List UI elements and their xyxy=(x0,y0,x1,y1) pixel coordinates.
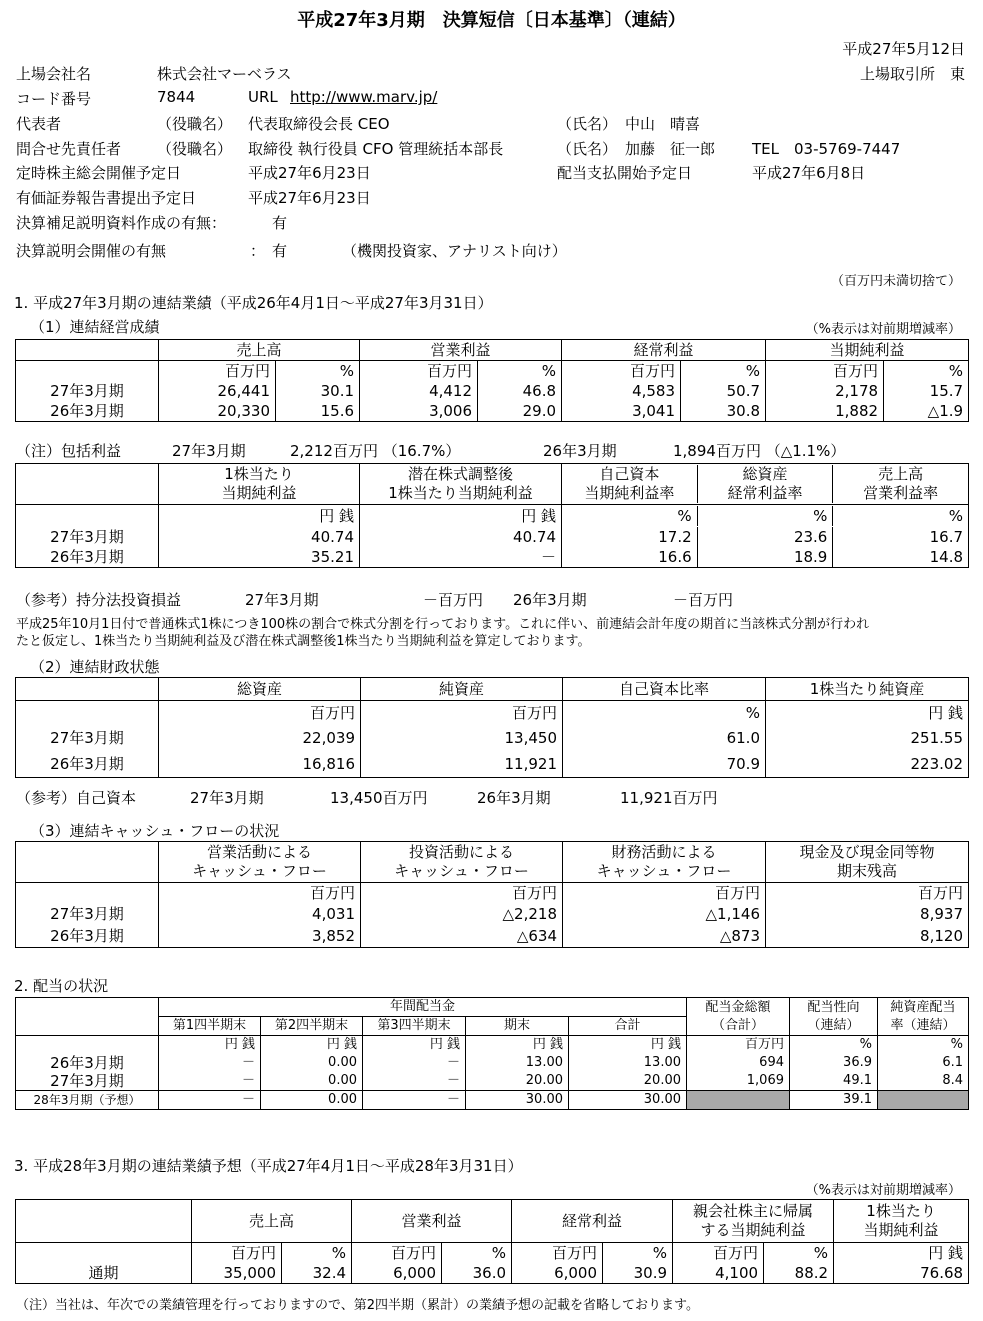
col-payout-ratio: 配当性向 （連結） xyxy=(790,998,878,1036)
contact-name: 加藤 征一郎 xyxy=(625,140,716,158)
exchange: 上場取引所 東 xyxy=(859,65,965,83)
table-row xyxy=(16,903,969,925)
cell: － xyxy=(159,1091,261,1110)
table-row xyxy=(16,547,969,568)
row-label: 26年3月期 xyxy=(16,1054,159,1072)
cell-shaded xyxy=(687,1091,790,1110)
unit: 円 銭 xyxy=(360,505,562,528)
cell: 3,852 xyxy=(159,925,361,948)
section1-title: 1. 平成27年3月期の連結業績（平成26年4月1日～平成27年3月31日） xyxy=(14,294,493,312)
unit: 百万円 xyxy=(192,1243,282,1264)
agm-date: 平成27年6月23日 xyxy=(248,164,371,182)
tel: TEL 03-5769-7447 xyxy=(752,140,901,158)
row-label: 27年3月期 xyxy=(16,1072,159,1091)
forecast-table xyxy=(15,1199,969,1284)
unit: 百万円 xyxy=(562,361,681,382)
col-q1: 第1四半期末 xyxy=(159,1017,261,1036)
cell: 694 xyxy=(687,1054,790,1072)
cell: △873 xyxy=(563,925,766,948)
row-label: 27年3月期 xyxy=(16,725,159,751)
cell: － xyxy=(360,547,562,568)
cell: － xyxy=(363,1072,466,1091)
unit: 百万円 xyxy=(512,1243,603,1264)
cell: 36.9 xyxy=(790,1054,878,1072)
col-dividend-on-equity: 純資産配当 率（連結） xyxy=(878,998,969,1036)
row-label: 27年3月期 xyxy=(16,527,159,547)
cell: 4,100 xyxy=(673,1263,764,1284)
col-eps: 1株当たり 当期純利益 xyxy=(159,464,360,505)
equity-ref-label: （参考）自己資本 xyxy=(16,789,137,807)
unit: % xyxy=(276,361,360,382)
cell: 3,006 xyxy=(360,401,478,422)
col-ordinary-income: 経常利益 xyxy=(512,1200,673,1243)
cell: 8.4 xyxy=(878,1072,969,1091)
col-equity-ratio: 自己資本比率 xyxy=(563,678,766,701)
unit: 百万円 xyxy=(159,361,276,382)
cell: 22,039 xyxy=(159,725,361,751)
financial-position-table xyxy=(15,677,969,778)
section3-title: 3. 平成28年3月期の連結業績予想（平成27年4月1日～平成28年3月31日） xyxy=(14,1157,523,1175)
cell: － xyxy=(159,1072,261,1091)
section2-title: 2. 配当の状況 xyxy=(14,977,109,995)
cell: 16.6 xyxy=(562,547,698,567)
annual-dividend-header: 年間配当金 xyxy=(159,998,687,1017)
rounding-note: （百万円未満切捨て） xyxy=(830,274,961,289)
unit: % xyxy=(478,361,562,382)
cell: 23.6 xyxy=(698,527,834,547)
cell: 18.9 xyxy=(698,547,834,567)
cell: 16.7 xyxy=(929,528,964,546)
unit: 百万円 xyxy=(766,361,884,382)
cell: 11,921 xyxy=(361,751,563,778)
row-label: 27年3月期 xyxy=(16,903,159,925)
unit: 円 銭 xyxy=(261,1036,363,1055)
unit: 百万円 xyxy=(687,1036,790,1055)
row-label: 28年3月期（予想） xyxy=(16,1091,159,1110)
unit: 百万円 xyxy=(360,361,478,382)
cell: 35.21 xyxy=(159,547,360,568)
col-total-assets: 総資産 xyxy=(159,678,361,701)
row-label: 26年3月期 xyxy=(16,401,159,422)
col-ordinary-income: 経常利益 xyxy=(562,340,766,361)
unit: % xyxy=(764,1243,834,1264)
col-operating-income: 営業利益 xyxy=(360,340,562,361)
cell: 15.7 xyxy=(884,381,969,401)
split-note-line2: たと仮定し、1株当たり当期純利益及び潜在株式調整後1株当たり当期純利益を算定しております。 xyxy=(16,634,591,649)
cell: 0.00 xyxy=(261,1072,363,1091)
briefing-label: 決算説明会開催の有無 xyxy=(16,242,167,260)
unit: 百万円 xyxy=(563,883,766,904)
agm-label: 定時株主総会開催予定日 xyxy=(16,164,182,182)
cell: － xyxy=(363,1091,466,1110)
unit: 円 銭 xyxy=(466,1036,569,1055)
cell: 49.1 xyxy=(790,1072,878,1091)
unit: % xyxy=(884,361,969,382)
dividend-start-label: 配当支払開始予定日 xyxy=(557,164,693,182)
briefing-value: 有 xyxy=(272,242,288,260)
unit: 百万円 xyxy=(361,701,563,726)
cell: 20.00 xyxy=(569,1072,687,1091)
row-label: 26年3月期 xyxy=(16,751,159,778)
cell: 26,441 xyxy=(159,381,276,401)
cell: 13.00 xyxy=(466,1054,569,1072)
cell: 76.68 xyxy=(834,1263,969,1284)
unit: % xyxy=(698,506,834,526)
url-label: URL xyxy=(248,88,278,106)
company-label: 上場会社名 xyxy=(16,65,92,83)
cell: 20,330 xyxy=(159,401,276,422)
row-label: 26年3月期 xyxy=(16,547,159,568)
equity-method-v1: －百万円 xyxy=(423,591,484,609)
cell: 20.00 xyxy=(466,1072,569,1091)
table-row xyxy=(16,1263,969,1284)
cell: 6,000 xyxy=(512,1263,603,1284)
table-row-forecast xyxy=(16,1091,969,1110)
cell: 8,120 xyxy=(766,925,969,948)
briefing-colon: ： xyxy=(250,242,266,260)
unit: % xyxy=(563,701,766,726)
page-title: 平成27年3月期 決算短信〔日本基準〕（連結） xyxy=(297,10,686,31)
row-label: 27年3月期 xyxy=(16,381,159,401)
cell: 4,412 xyxy=(360,381,478,401)
col-investing-cf: 投資活動による キャッシュ・フロー xyxy=(361,842,563,883)
cell: 30.8 xyxy=(681,401,766,422)
unit: 円 銭 xyxy=(834,1243,969,1264)
dividends-table xyxy=(15,997,969,1110)
table-row xyxy=(16,381,969,401)
cell: 4,583 xyxy=(562,381,681,401)
cell: 35,000 xyxy=(192,1263,282,1284)
comprehensive-income-label: （注）包括利益 xyxy=(16,442,122,460)
col-net-income: 当期純利益 xyxy=(766,340,969,361)
equity-method-label: （参考）持分法投資損益 xyxy=(16,591,182,609)
cell: 0.00 xyxy=(261,1054,363,1072)
split-note-line1: 平成25年10月1日付で普通株式1株につき100株の割合で株式分割を行っております。これに伴い、前連結会計年度の期首に当該株式分割が行われ xyxy=(16,617,870,632)
cell: 6.1 xyxy=(878,1054,969,1072)
cell: 0.00 xyxy=(261,1091,363,1110)
col-total-dividends: 配当金総額 （合計） xyxy=(687,998,790,1036)
col-financing-cf: 財務活動による キャッシュ・フロー xyxy=(563,842,766,883)
release-date: 平成27年5月12日 xyxy=(842,40,965,58)
equity-method-y1: 27年3月期 xyxy=(245,591,319,609)
unit: 百万円 xyxy=(352,1243,442,1264)
equity-ref-v2: 11,921百万円 xyxy=(620,789,718,807)
table-row xyxy=(16,725,969,751)
cell: 36.0 xyxy=(442,1263,512,1284)
cell: 2,178 xyxy=(766,381,884,401)
comprehensive-v1: 2,212百万円 （16.7%） xyxy=(290,442,461,460)
table-row xyxy=(16,925,969,948)
col-operating-cf: 営業活動による キャッシュ・フロー xyxy=(159,842,361,883)
operating-results-table xyxy=(15,339,969,422)
cell: △1.9 xyxy=(884,401,969,422)
code-label: コード番号 xyxy=(16,90,92,108)
col-net-assets: 純資産 xyxy=(361,678,563,701)
col-ratios xyxy=(562,464,969,505)
col-operating-income: 営業利益 xyxy=(352,1200,512,1243)
unit: 百万円 xyxy=(159,701,361,726)
unit: % xyxy=(878,1036,969,1055)
unit: % xyxy=(681,361,766,382)
rep-label: 代表者 xyxy=(16,115,62,133)
cell: 14.8 xyxy=(929,548,964,566)
url-link[interactable]: http://www.marv.jp/ xyxy=(290,88,438,106)
company-name: 株式会社マーベラス xyxy=(157,65,292,83)
col-eps: 1株当たり 当期純利益 xyxy=(834,1200,969,1243)
report-label: 有価証券報告書提出予定日 xyxy=(16,189,197,207)
cell: － xyxy=(159,1054,261,1072)
contact-title-label: （役職名） xyxy=(157,140,233,158)
unit: 百万円 xyxy=(673,1243,764,1264)
unit: 円 銭 xyxy=(159,1036,261,1055)
col-roa: 総資産 経常利益率 xyxy=(698,465,834,503)
cell-shaded xyxy=(878,1091,969,1110)
cell: 17.2 xyxy=(562,527,698,547)
col-year-end: 期末 xyxy=(466,1017,569,1036)
cash-flow-table xyxy=(15,841,969,948)
unit: % xyxy=(948,507,964,525)
cell: 40.74 xyxy=(159,527,360,547)
code: 7844 xyxy=(157,88,196,106)
pct-note: （%表示は対前期増減率） xyxy=(805,322,961,337)
cell: 6,000 xyxy=(352,1263,442,1284)
cell: 32.4 xyxy=(282,1263,352,1284)
unit: 円 銭 xyxy=(363,1036,466,1055)
comprehensive-v2: 1,894百万円 （△1.1%） xyxy=(673,442,846,460)
forecast-pct-note: （%表示は対前期増減率） xyxy=(805,1183,961,1198)
col-roe: 自己資本 当期純利益率 xyxy=(562,465,698,503)
cell: 251.55 xyxy=(766,725,969,751)
unit: % xyxy=(562,506,698,526)
col-op-margin: 売上高 営業利益率 xyxy=(863,465,939,502)
cell: 50.7 xyxy=(681,381,766,401)
row-label: 26年3月期 xyxy=(16,925,159,948)
cell: △1,146 xyxy=(563,903,766,925)
cell: 8,937 xyxy=(766,903,969,925)
col-q3: 第3四半期末 xyxy=(363,1017,466,1036)
cell: 3,041 xyxy=(562,401,681,422)
briefing-note: （機関投資家、アナリスト向け） xyxy=(342,242,567,260)
supp-value: 有 xyxy=(272,214,288,232)
cell: 39.1 xyxy=(790,1091,878,1110)
per-share-table xyxy=(15,463,969,568)
subsection-financial-position: （2）連結財政状態 xyxy=(30,658,160,676)
table-row xyxy=(16,751,969,778)
cell: 1,069 xyxy=(687,1072,790,1091)
cell: 223.02 xyxy=(766,751,969,778)
unit: 円 銭 xyxy=(159,505,360,528)
row-label: 通期 xyxy=(16,1263,192,1284)
cell: 1,882 xyxy=(766,401,884,422)
forecast-note: （注）当社は、年次での業績管理を行っておりますので、第2四半期（累計）の業績予想の記載を省略しております。 xyxy=(16,1298,699,1313)
equity-ref-y2: 26年3月期 xyxy=(477,789,551,807)
col-bps: 1株当たり純資産 xyxy=(766,678,969,701)
equity-ref-v1: 13,450百万円 xyxy=(330,789,428,807)
col-diluted-eps: 潜在株式調整後 1株当たり当期純利益 xyxy=(360,464,562,505)
col-total: 合計 xyxy=(569,1017,687,1036)
cell: 61.0 xyxy=(563,725,766,751)
rep-name: 中山 晴喜 xyxy=(625,115,701,133)
unit: 円 銭 xyxy=(569,1036,687,1055)
cell: 30.00 xyxy=(569,1091,687,1110)
cell: △2,218 xyxy=(361,903,563,925)
cell: 30.9 xyxy=(603,1263,673,1284)
cell: 15.6 xyxy=(276,401,360,422)
unit: % xyxy=(603,1243,673,1264)
equity-ref-y1: 27年3月期 xyxy=(190,789,264,807)
cell: 4,031 xyxy=(159,903,361,925)
unit: % xyxy=(790,1036,878,1055)
table-row xyxy=(16,1054,969,1072)
col-sales: 売上高 xyxy=(159,340,360,361)
cell: 13.00 xyxy=(569,1054,687,1072)
equity-method-v2: －百万円 xyxy=(673,591,734,609)
cell: 29.0 xyxy=(478,401,562,422)
unit: 円 銭 xyxy=(766,701,969,726)
table-row xyxy=(16,401,969,422)
cell: △634 xyxy=(361,925,563,948)
supp-label: 決算補足説明資料作成の有無： xyxy=(16,214,227,232)
subsection-cash-flows: （3）連結キャッシュ・フローの状況 xyxy=(30,822,280,840)
rep-title-label: （役職名） xyxy=(157,115,233,133)
comprehensive-y1: 27年3月期 xyxy=(172,442,246,460)
unit: % xyxy=(282,1243,352,1264)
subsection-operating-results: （1）連結経営成績 xyxy=(30,318,160,336)
equity-method-y2: 26年3月期 xyxy=(513,591,587,609)
rep-title: 代表取締役会長 CEO xyxy=(248,115,390,133)
col-q2: 第2四半期末 xyxy=(261,1017,363,1036)
cell: 13,450 xyxy=(361,725,563,751)
contact-name-label: （氏名） xyxy=(557,140,618,158)
cell: 40.74 xyxy=(360,527,562,547)
cell: － xyxy=(363,1054,466,1072)
cell: 88.2 xyxy=(764,1263,834,1284)
unit: 百万円 xyxy=(361,883,563,904)
cell: 46.8 xyxy=(478,381,562,401)
dividend-start-date: 平成27年6月8日 xyxy=(752,164,866,182)
cell: 30.1 xyxy=(276,381,360,401)
cell: 16,816 xyxy=(159,751,361,778)
cell: 70.9 xyxy=(563,751,766,778)
unit: 百万円 xyxy=(766,883,969,904)
unit: % xyxy=(442,1243,512,1264)
contact-title: 取締役 執行役員 CFO 管理統括本部長 xyxy=(248,140,504,158)
table-row xyxy=(16,527,969,547)
col-cash-balance: 現金及び現金同等物 期末残高 xyxy=(766,842,969,883)
col-net-income-parent: 親会社株主に帰属 する当期純利益 xyxy=(673,1200,834,1243)
table-row xyxy=(16,1072,969,1091)
report-date: 平成27年6月23日 xyxy=(248,189,371,207)
contact-label: 問合せ先責任者 xyxy=(16,140,122,158)
comprehensive-y2: 26年3月期 xyxy=(543,442,617,460)
cell: 30.00 xyxy=(466,1091,569,1110)
col-sales: 売上高 xyxy=(192,1200,352,1243)
rep-name-label: （氏名） xyxy=(557,115,618,133)
unit: 百万円 xyxy=(159,883,361,904)
